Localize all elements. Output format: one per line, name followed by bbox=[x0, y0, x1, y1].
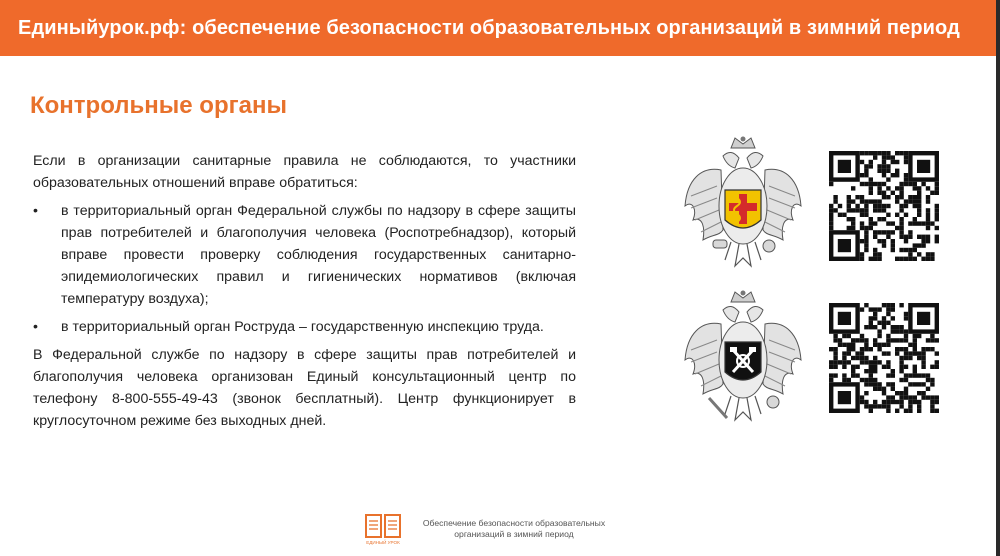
logo-caption: ЕДИНЫЙ УРОК bbox=[366, 540, 400, 545]
footer bbox=[364, 512, 614, 546]
footer-text bbox=[414, 518, 614, 540]
header-bar bbox=[0, 0, 996, 56]
book-logo-icon bbox=[364, 512, 402, 546]
bullet-list bbox=[33, 200, 576, 338]
header-title: Единыйурок.рф: обеспечение безопасности образовательных организаций в зимний период bbox=[18, 16, 960, 39]
bullet-text: в территориальный орган Роструда – государственную инспекцию труда. bbox=[61, 319, 544, 335]
rostrud-emblem-icon bbox=[683, 290, 803, 430]
qr-code-rostrud[interactable] bbox=[829, 303, 943, 415]
bullet-text: в территориальный орган Федеральной службы по надзору в сфере защиты прав потребителей и благополучия человека (Роспотребнадзор), который вправе провести проверку соблюдения государственных санитарно-эпидемиологических правил и гигиенических нормативов (включая температуру воздуха); bbox=[61, 203, 576, 307]
footer-text-line2: организаций в зимний период bbox=[454, 529, 574, 539]
footer-text-line1: Обеспечение безопасности образовательных bbox=[422, 518, 606, 528]
bullet-marker: • bbox=[33, 319, 38, 335]
rospotrebnadzor-emblem-icon bbox=[683, 136, 803, 276]
bullet-marker: • bbox=[33, 203, 38, 219]
page-title: Контрольные органы bbox=[30, 92, 287, 119]
qr-code-rospotrebnadzor[interactable] bbox=[829, 151, 943, 263]
window-edge bbox=[996, 0, 1000, 556]
main-content bbox=[33, 150, 576, 432]
bullet-item-rostrud bbox=[33, 316, 576, 338]
intro-paragraph: Если в организации санитарные правила не соблюдаются, то участники образовательных отношений вправе обратиться: bbox=[33, 153, 576, 191]
closing-paragraph: В Федеральной службе по надзору в сфере защиты прав потребителей и благополучия человека организован Единый консультационный центр по телефону 8-800-555-49-43 (звонок бесплатный). Центр функционирует в круглосуточном режиме без выходных дней. bbox=[33, 347, 576, 429]
bullet-item-rospotrebnadzor bbox=[33, 200, 576, 310]
